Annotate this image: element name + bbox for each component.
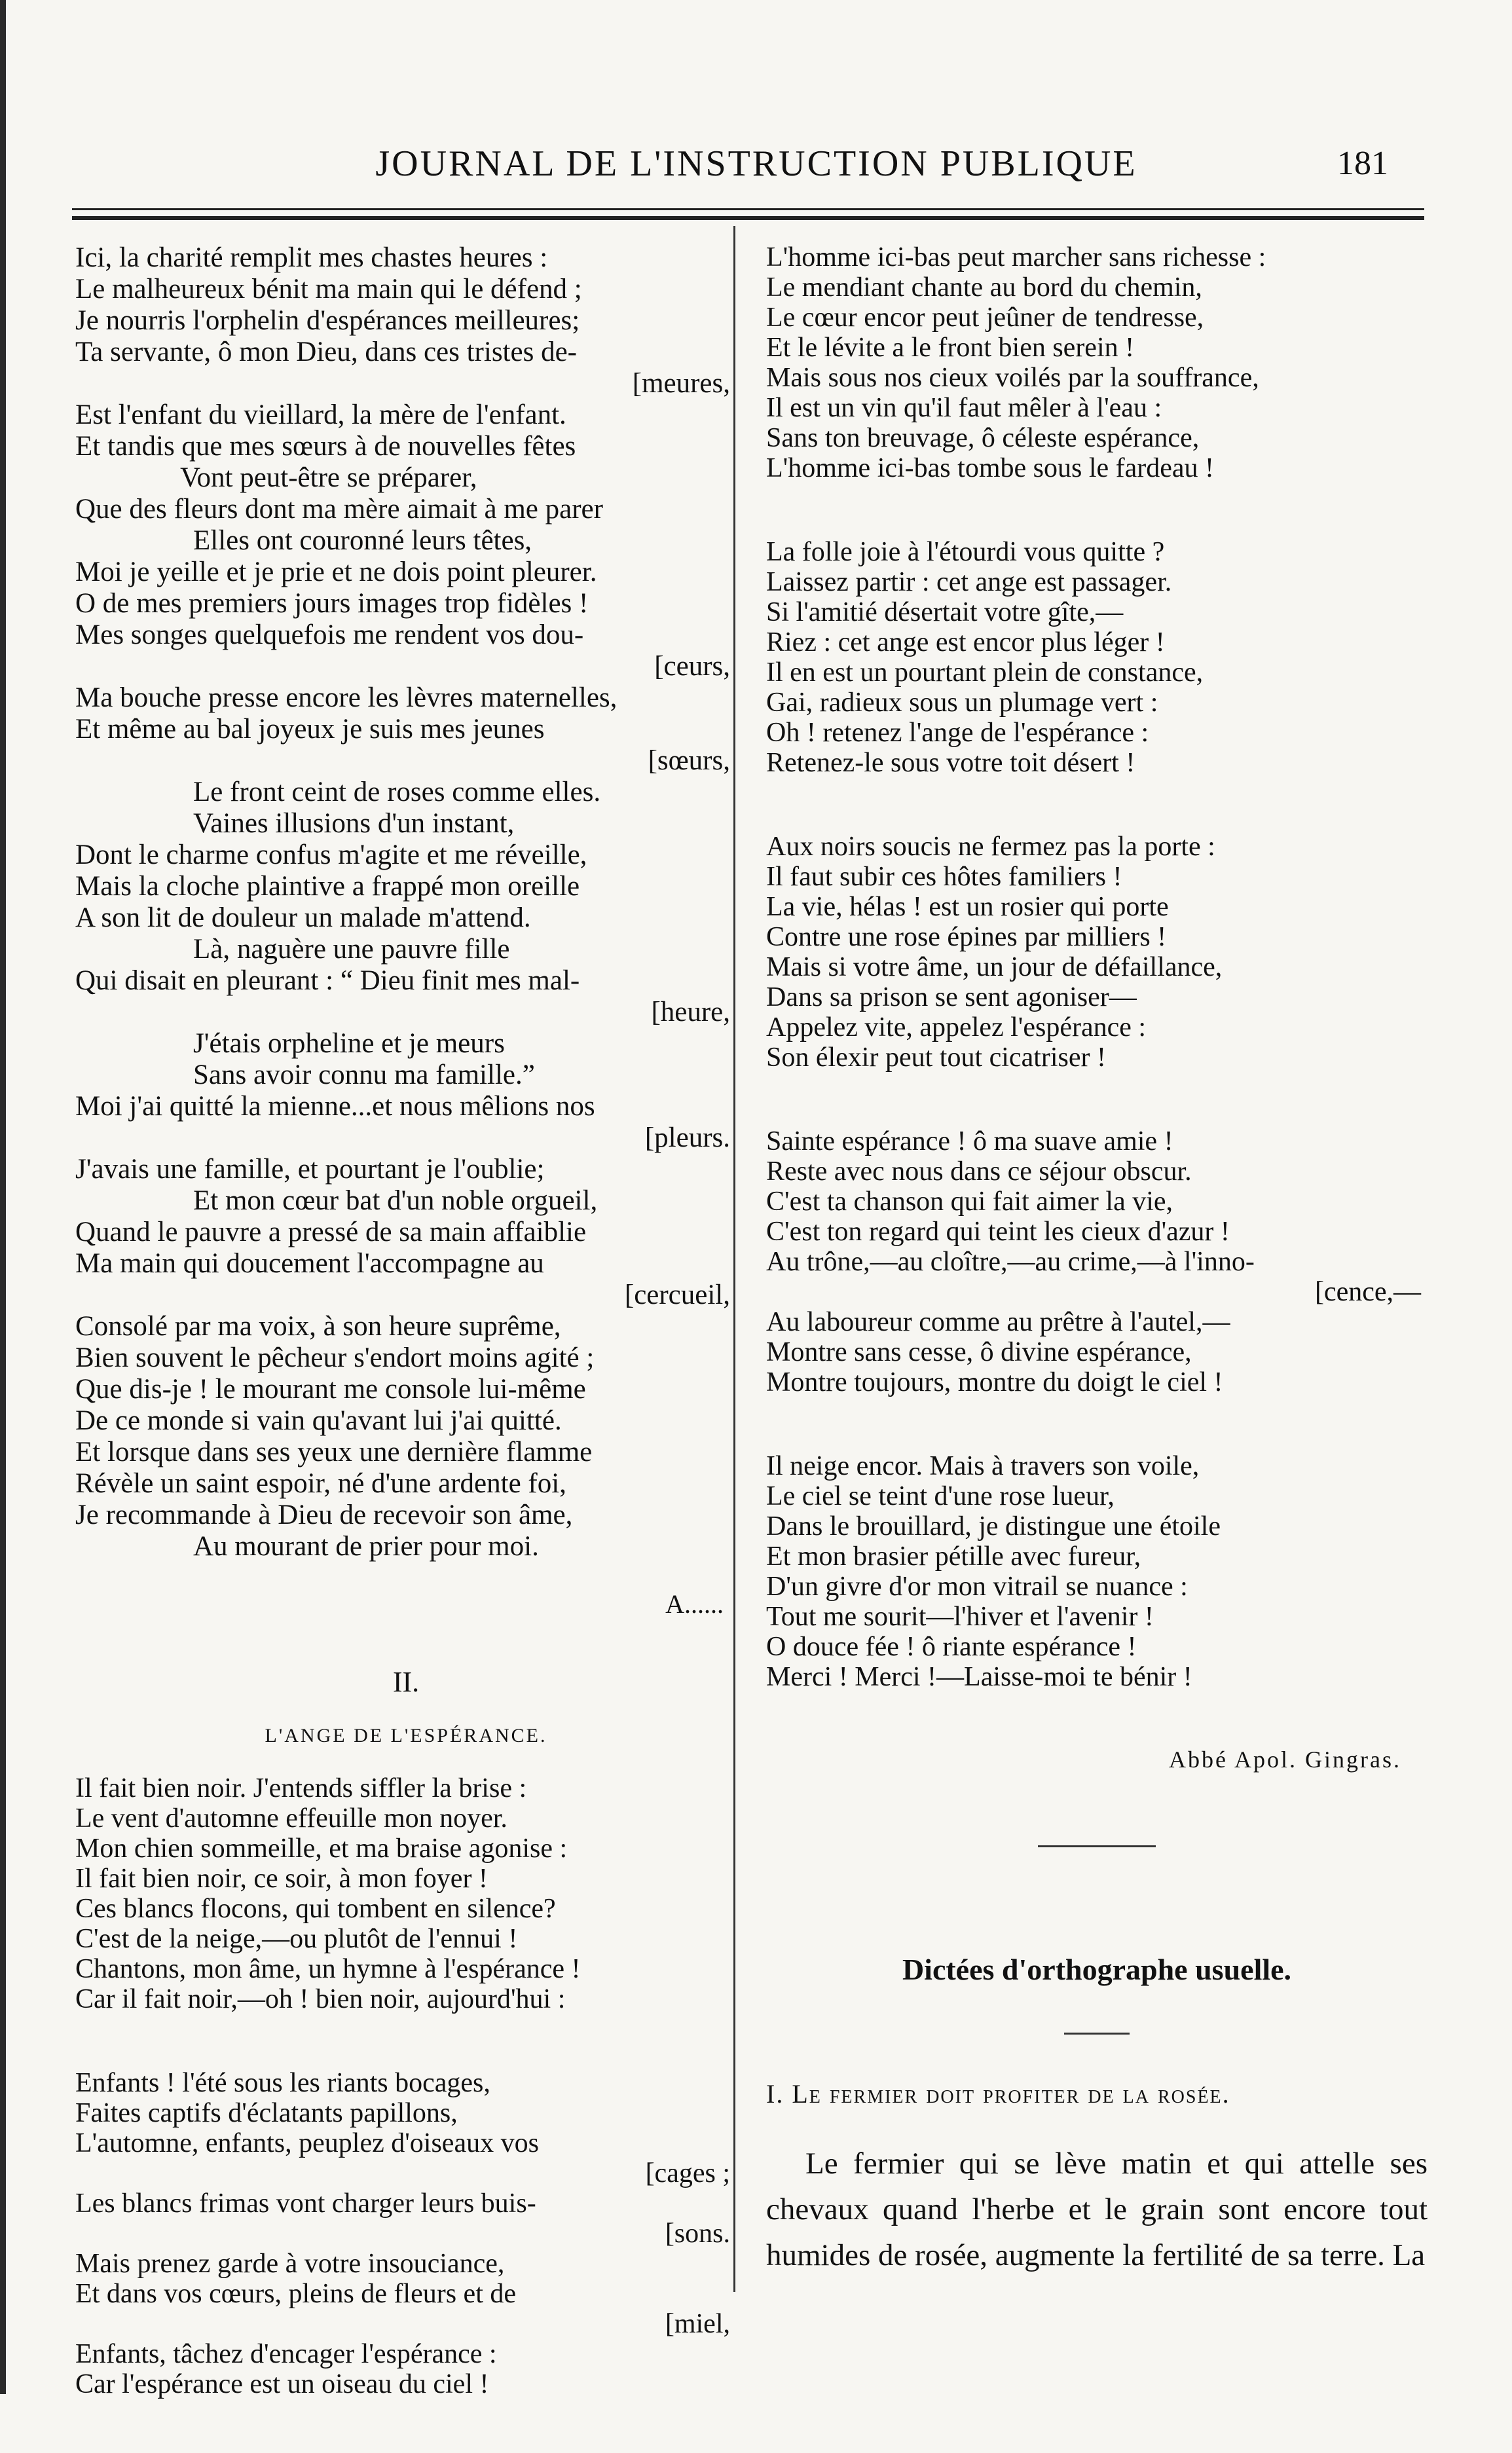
- stanza: [766, 537, 1428, 778]
- poem-author: Abbé Apol. Gingras.: [1169, 1746, 1401, 1773]
- verse-line: C'est de la neige,—ou plutôt de l'ennui !: [75, 1924, 518, 1954]
- verse-line: [sons.: [665, 2219, 730, 2249]
- journal-title: JOURNAL DE L'INSTRUCTION PUBLIQUE: [375, 143, 1137, 184]
- left-column: [75, 242, 737, 2453]
- verse-line: Moi je yeille et je prie et ne dois point pleurer.: [75, 557, 597, 587]
- verse-line: Enfants ! l'été sous les riants bocages,: [75, 2068, 490, 2098]
- verse-line: Que des fleurs dont ma mère aimait à me parer: [75, 494, 603, 525]
- verse-line: Il fait bien noir, ce soir, à mon foyer !: [75, 1864, 488, 1894]
- verse-line: Révèle un saint espoir, né d'une ardente foi,: [75, 1468, 566, 1499]
- verse-line: Et même au bal joyeux je suis mes jeunes: [75, 714, 545, 745]
- page-number: 181: [1337, 145, 1388, 182]
- verse-line: Il neige encor. Mais à travers son voile,: [766, 1451, 1200, 1481]
- verse-line: [sœurs,: [648, 745, 730, 776]
- section-number: II.: [392, 1666, 420, 1698]
- verse-line: Tout me sourit—l'hiver et l'avenir !: [766, 1602, 1154, 1632]
- dictee-subtitle: I. Le fermier doit profiter de la rosée.: [766, 2079, 1230, 2109]
- verse-line: L'homme ici-bas tombe sous le fardeau !: [766, 453, 1215, 483]
- verse-line: Reste avec nous dans ce séjour obscur.: [766, 1156, 1192, 1187]
- verse-line: Appelez vite, appelez l'espérance :: [766, 1012, 1147, 1042]
- verse-line: La vie, hélas ! est un rosier qui porte: [766, 892, 1169, 922]
- verse-line: Au laboureur comme au prêtre à l'autel,—: [766, 1307, 1230, 1337]
- verse-line: Vont peut-être se préparer,: [180, 462, 477, 493]
- verse-line: Mais prenez garde à votre insouciance,: [75, 2249, 505, 2279]
- verse-line: Les blancs frimas vont charger leurs buis-: [75, 2188, 536, 2219]
- verse-line: Et mon brasier pétille avec fureur,: [766, 1541, 1141, 1572]
- verse-line: Bien souvent le pêcheur s'endort moins agité ;: [75, 1342, 595, 1373]
- verse-line: J'avais une famille, et pourtant je l'oublie;: [75, 1154, 545, 1185]
- verse-line: J'étais orpheline et je meurs: [193, 1028, 505, 1059]
- verse-line: Ma bouche presse encore les lèvres maternelles,: [75, 682, 618, 713]
- verse-line: Laissez partir : cet ange est passager.: [766, 567, 1172, 597]
- verse-line: Le vent d'automne effeuille mon noyer.: [75, 1803, 507, 1834]
- verse-line: Chantons, mon âme, un hymne à l'espérance !: [75, 1954, 581, 1984]
- header-rule-thin: [72, 208, 1424, 210]
- binding-edge: [0, 0, 6, 2394]
- verse-line: Le malheureux bénit ma main qui le défend ;: [75, 274, 582, 304]
- verse-line: Il en est un pourtant plein de constance,: [766, 657, 1204, 688]
- verse-line: [cages ;: [645, 2158, 730, 2188]
- verse-line: Dans sa prison se sent agoniser—: [766, 982, 1137, 1012]
- verse-line: Le cœur encor peut jeûner de tendresse,: [766, 303, 1204, 333]
- verse-line: Consolé par ma voix, à son heure suprême,: [75, 1311, 561, 1342]
- verse-line: O de mes premiers jours images trop fidèles !: [75, 588, 589, 619]
- verse-line: O douce fée ! ô riante espérance !: [766, 1632, 1137, 1662]
- stanza: [75, 2068, 737, 2399]
- verse-line: Oh ! retenez l'ange de l'espérance :: [766, 718, 1149, 748]
- verse-line: Son élexir peut tout cicatriser !: [766, 1042, 1106, 1073]
- verse-line: Montre toujours, montre du doigt le ciel !: [766, 1367, 1223, 1397]
- verse-line: Mais si votre âme, un jour de défaillance,: [766, 952, 1223, 982]
- poem-ange-esperance-start: [75, 1773, 737, 2399]
- verse-line: [ceurs,: [654, 651, 730, 682]
- verse-line: Le front ceint de roses comme elles.: [193, 777, 601, 807]
- verse-line: Il est un vin qu'il faut mêler à l'eau :: [766, 393, 1162, 423]
- verse-line: Et tandis que mes sœurs à de nouvelles fêtes: [75, 431, 576, 462]
- header-rule-thick: [72, 216, 1424, 220]
- verse-line: Ma main qui doucement l'accompagne au: [75, 1248, 544, 1279]
- verse-line: Il fait bien noir. J'entends siffler la brise :: [75, 1773, 527, 1803]
- running-header: [0, 141, 1512, 187]
- verse-line: Dans le brouillard, je distingue une étoile: [766, 1511, 1221, 1541]
- verse-line: La folle joie à l'étourdi vous quitte ?: [766, 537, 1165, 567]
- stanza: [766, 242, 1428, 483]
- verse-line: Que dis-je ! le mourant me console lui-même: [75, 1374, 586, 1405]
- verse-line: Mes songes quelquefois me rendent vos dou-: [75, 619, 584, 650]
- verse-line: Ta servante, ô mon Dieu, dans ces tristes de-: [75, 337, 577, 367]
- verse-line: Sans avoir connu ma famille.”: [193, 1060, 535, 1090]
- dictee-paragraph: Le fermier qui se lève matin et qui attelle ses chevaux quand l'herbe et le grain sont encore tout humides de rosée, augmente la fertilité de sa terre. La: [766, 2147, 1428, 2272]
- verse-line: Gai, radieux sous un plumage vert :: [766, 688, 1158, 718]
- verse-line: Au trône,—au cloître,—au crime,—à l'inno-: [766, 1247, 1255, 1277]
- poem-ange-esperance-cont: [766, 242, 1428, 1692]
- verse-line: Merci ! Merci !—Laisse-moi te bénir !: [766, 1662, 1192, 1692]
- verse-line: Mais sous nos cieux voilés par la souffrance,: [766, 363, 1259, 393]
- verse-line: Vaines illusions d'un instant,: [193, 808, 515, 839]
- dictees-heading: Dictées d'orthographe usuelle.: [902, 1953, 1292, 1986]
- verse-line: Riez : cet ange est encor plus léger !: [766, 627, 1165, 657]
- stanza: [766, 1126, 1428, 1397]
- verse-line: Quand le pauvre a pressé de sa main affaiblie: [75, 1217, 587, 1247]
- heading-underline: [1064, 2033, 1130, 2035]
- verse-line: Car l'espérance est un oiseau du ciel !: [75, 2369, 489, 2399]
- verse-line: Et le lévite a le front bien serein !: [766, 333, 1135, 363]
- verse-line: L'automne, enfants, peuplez d'oiseaux vos: [75, 2128, 539, 2158]
- verse-line: Enfants, tâchez d'encager l'espérance :: [75, 2339, 497, 2369]
- separator-rule: [1038, 1845, 1156, 1847]
- verse-line: Faites captifs d'éclatants papillons,: [75, 2098, 458, 2128]
- verse-line: Et mon cœur bat d'un noble orgueil,: [193, 1185, 598, 1216]
- poem-signature: A......: [665, 1589, 724, 1619]
- verse-line: [meures,: [632, 368, 730, 399]
- verse-line: Mon chien sommeille, et ma braise agonise :: [75, 1834, 568, 1864]
- verse-line: Ces blancs flocons, qui tombent en silence?: [75, 1894, 556, 1924]
- verse-line: Le mendiant chante au bord du chemin,: [766, 272, 1202, 303]
- verse-line: Et lorsque dans ses yeux une dernière flamme: [75, 1437, 593, 1467]
- verse-line: Au mourant de prier pour moi.: [193, 1531, 539, 1562]
- section-title: L'ANGE DE L'ESPÉRANCE.: [265, 1725, 547, 1746]
- verse-line: Car il fait noir,—oh ! bien noir, aujourd'hui :: [75, 1984, 566, 2014]
- verse-line: [cercueil,: [624, 1280, 730, 1310]
- verse-line: Je recommande à Dieu de recevoir son âme,: [75, 1500, 573, 1530]
- verse-line: Elles ont couronné leurs têtes,: [193, 525, 532, 556]
- verse-line: De ce monde si vain qu'avant lui j'ai quitté.: [75, 1405, 562, 1436]
- verse-line: Le ciel se teint d'une rose lueur,: [766, 1481, 1115, 1511]
- stanza: [75, 1773, 737, 2014]
- verse-line: Montre sans cesse, ô divine espérance,: [766, 1337, 1192, 1367]
- verse-line: Sainte espérance ! ô ma suave amie !: [766, 1126, 1173, 1156]
- verse-line: Ici, la charité remplit mes chastes heures :: [75, 242, 548, 273]
- verse-line: Aux noirs soucis ne fermez pas la porte :: [766, 832, 1215, 862]
- verse-line: Est l'enfant du vieillard, la mère de l'enfant.: [75, 399, 566, 430]
- poem-ici-la-charite: [75, 242, 737, 1562]
- verse-line: Dont le charme confus m'agite et me réveille,: [75, 839, 587, 870]
- stanza: [766, 1451, 1428, 1692]
- verse-line: Et dans vos cœurs, pleins de fleurs et de: [75, 2279, 517, 2309]
- verse-line: [cence,—: [1314, 1277, 1421, 1307]
- verse-line: Qui disait en pleurant : “ Dieu finit mes mal-: [75, 965, 580, 996]
- verse-line: Je nourris l'orphelin d'espérances meilleures;: [75, 305, 580, 336]
- stanza: [766, 832, 1428, 1073]
- verse-line: Il faut subir ces hôtes familiers !: [766, 862, 1122, 892]
- right-column: [766, 242, 1428, 2278]
- verse-line: L'homme ici-bas peut marcher sans richesse :: [766, 242, 1266, 272]
- verse-line: C'est ton regard qui teint les cieux d'azur !: [766, 1217, 1230, 1247]
- verse-line: D'un givre d'or mon vitrail se nuance :: [766, 1572, 1188, 1602]
- verse-line: Sans ton breuvage, ô céleste espérance,: [766, 423, 1200, 453]
- verse-line: Si l'amitié désertait votre gîte,—: [766, 597, 1124, 627]
- verse-line: Retenez-le sous votre toit désert !: [766, 748, 1135, 778]
- verse-line: Là, naguère une pauvre fille: [193, 934, 510, 965]
- verse-line: Moi j'ai quitté la mienne...et nous mêlions nos: [75, 1091, 595, 1122]
- verse-line: Contre une rose épines par milliers !: [766, 922, 1167, 952]
- verse-line: [heure,: [651, 997, 730, 1027]
- verse-line: Mais la cloche plaintive a frappé mon oreille: [75, 871, 580, 902]
- verse-line: C'est ta chanson qui fait aimer la vie,: [766, 1187, 1173, 1217]
- verse-line: [pleurs.: [644, 1122, 730, 1153]
- verse-line: [miel,: [665, 2309, 730, 2339]
- verse-line: A son lit de douleur un malade m'attend.: [75, 902, 531, 933]
